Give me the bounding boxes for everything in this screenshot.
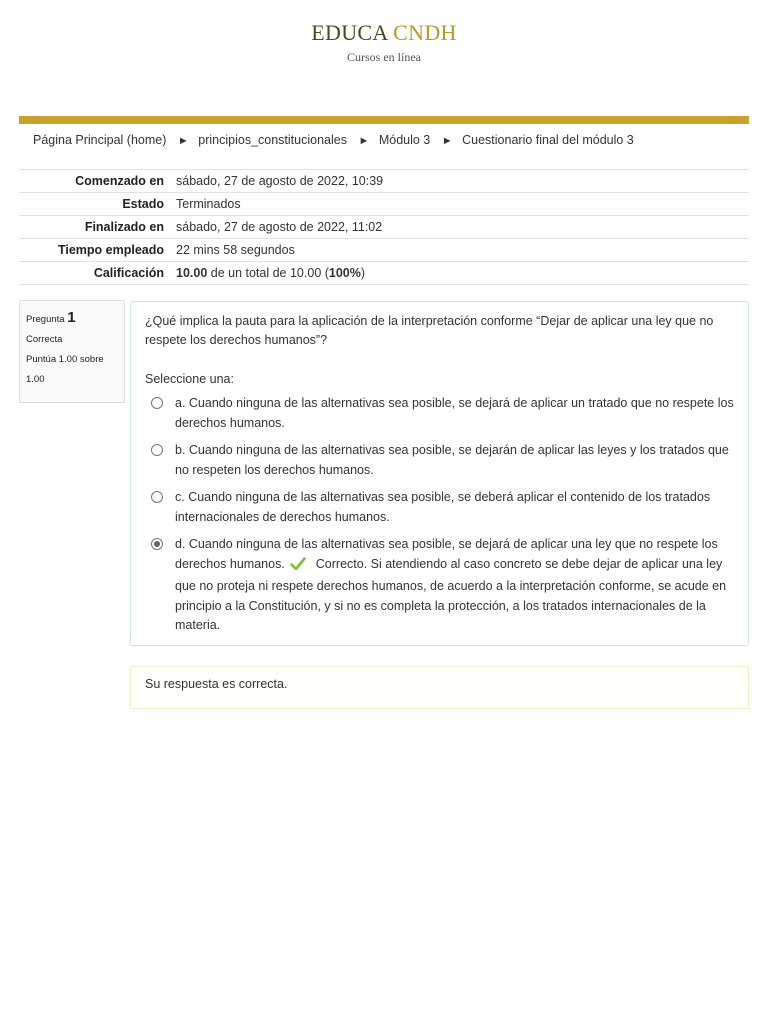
radio-button-selected[interactable]: [151, 538, 163, 550]
accent-bar: [19, 116, 749, 124]
question-outcome: [130, 666, 749, 709]
radio-button[interactable]: [151, 491, 163, 503]
question-formulation: [130, 301, 749, 646]
summary-row-state: [19, 193, 749, 216]
summary-row-grade: [19, 262, 749, 285]
question-number: [26, 308, 118, 330]
breadcrumb: [33, 133, 634, 147]
summary-value: 22 mins 58 segundos: [176, 243, 295, 257]
answer-option-d[interactable]: [151, 535, 734, 636]
site-subtitle: Cursos en línea: [347, 50, 421, 64]
radio-button[interactable]: [151, 444, 163, 456]
question-status: Correcta: [26, 334, 63, 345]
answer-options: [145, 394, 734, 636]
answer-option-text: a. Cuando ninguna de las alternativas sea posible, se dejará de aplicar un tratado que no respete los derechos humanos.: [175, 396, 734, 430]
answer-option-text: d. Cuando ninguna de las alternativas sea posible, se dejará de aplicar una ley que no respete los derechos humanos.: [175, 537, 718, 571]
outcome-text: Su respuesta es correcta.: [145, 677, 288, 691]
summary-label: Calificación: [93, 266, 164, 280]
brand-educa: EDUCA: [311, 20, 388, 45]
summary-value: sábado, 27 de agosto de 2022, 10:39: [176, 174, 384, 188]
question-label: Pregunta: [26, 314, 65, 325]
answer-option-c[interactable]: [151, 488, 734, 527]
summary-row-time: [19, 239, 749, 262]
answer-prompt: Seleccione una:: [145, 372, 234, 386]
summary-label: Tiempo empleado: [57, 243, 164, 257]
breadcrumb-home[interactable]: Página Principal (home): [33, 133, 167, 147]
answer-option-text: c. Cuando ninguna de las alternativas sea posible, se deberá aplicar el contenido de los tratados internacionales de derechos humanos.: [175, 490, 711, 524]
brand-cndh: CNDH: [393, 20, 457, 45]
breadcrumb-module[interactable]: Módulo 3: [378, 133, 431, 147]
summary-row-started: [19, 170, 749, 193]
attempt-summary: [19, 169, 749, 285]
site-title[interactable]: [0, 20, 768, 46]
summary-value: [170, 262, 749, 285]
summary-value: sábado, 27 de agosto de 2022, 11:02: [176, 220, 383, 234]
site-brand: [0, 20, 768, 65]
breadcrumb-separator-icon: ►: [177, 135, 189, 147]
breadcrumb-separator-icon: ►: [358, 135, 370, 147]
grade-percent: 100%: [328, 266, 361, 280]
grade-score: 10.00: [176, 266, 208, 280]
breadcrumb-separator-icon: ►: [441, 135, 453, 147]
breadcrumb-quiz[interactable]: Cuestionario final del módulo 3: [462, 133, 634, 147]
question-text: ¿Qué implica la pauta para la aplicación de la interpretación conforme “Dejar de aplicar una ley que no respete los derechos humanos”?: [145, 314, 714, 347]
summary-row-finished: [19, 216, 749, 239]
summary-value: Terminados: [176, 197, 241, 211]
question-info: [19, 300, 125, 403]
breadcrumb-course[interactable]: principios_constitucionales: [198, 133, 347, 147]
question-number-value: 1: [67, 309, 76, 326]
check-icon: [290, 557, 306, 578]
question-points: Puntúa 1.00 sobre 1.00: [26, 354, 104, 385]
answer-option-b[interactable]: [151, 441, 734, 480]
answer-option-a[interactable]: [151, 394, 734, 433]
summary-label: Estado: [122, 197, 164, 211]
grade-close: ): [360, 266, 366, 280]
answer-feedback: Correcto. Si atendiendo al caso concreto se debe dejar de aplicar una ley que no proteja ni respete derechos humanos, de acuerdo a la interpretación conforme, se acude en principio a la Constitución, y si no es completa la protección, a los tratados internacionales de la materia.: [175, 556, 727, 632]
summary-label: Finalizado en: [84, 220, 164, 234]
radio-button[interactable]: [151, 397, 163, 409]
summary-label: Comenzado en: [75, 174, 164, 188]
answer-option-text: b. Cuando ninguna de las alternativas sea posible, se dejarán de aplicar las leyes y los tratados que no respeten los derechos humanos.: [175, 443, 729, 477]
grade-of: de un total de 10.00 (: [207, 266, 329, 280]
